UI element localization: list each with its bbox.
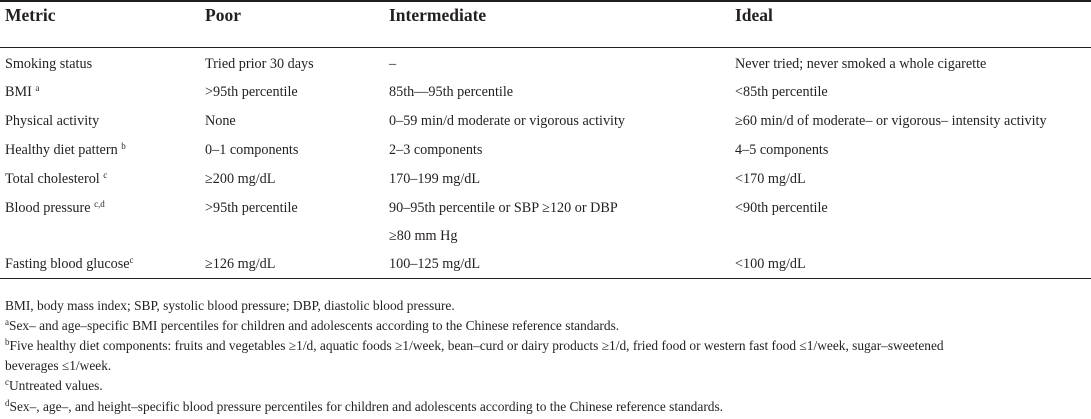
header-ideal: Ideal	[735, 5, 773, 25]
row-bp-metric: Blood pressure $^{c,d}$	[5, 199, 105, 216]
row-cholesterol-poor: ≥200 mg/dL	[205, 171, 276, 187]
footnote-abbreviations: BMI, body mass index; SBP, systolic blood pressure; DBP, diastolic blood pressure.	[5, 298, 455, 313]
row-glucose-metric: Fasting blood glucose$^c$	[5, 255, 134, 272]
row-activity-intermediate: 0–59 min/d moderate or vigorous activity	[389, 113, 626, 129]
row-glucose-intermediate: 100–125 mg/dL	[389, 256, 481, 272]
footnote-b: $^b$Five healthy diet components: fruits and vegetables ≥1/d, aquatic foods ≥1/week, bean–curd or dairy products ≥1/d, fried food or western fast food ≤1/week, sugar–sweetened	[5, 337, 944, 353]
row-bmi-ideal: <85th percentile	[735, 84, 828, 100]
row-bmi-intermediate: 85th—95th percentile	[389, 84, 514, 100]
footnote-a: $^a$Sex– and age–specific BMI percentiles for children and adolescents according to the Chinese reference standards.	[5, 317, 620, 333]
row-bp-ideal: <90th percentile	[735, 200, 828, 216]
row-diet-poor: 0–1 components	[205, 142, 299, 158]
footnote-d: $^d$Sex–, age–, and height–specific blood pressure percentiles for children and adolescents according to the Chinese reference standards.	[5, 398, 724, 414]
footnote-c: $^c$Untreated values.	[5, 377, 103, 393]
header-intermediate: Intermediate	[389, 5, 487, 25]
row-smoking-intermediate: –	[389, 56, 397, 72]
row-bmi-poor: >95th percentile	[205, 84, 298, 100]
table-top-rule	[0, 0, 1091, 2]
row-bmi-metric: BMI $^a$	[5, 83, 40, 100]
footnote-mark-cd: c,d	[94, 199, 105, 209]
row-bp-intermediate: 90–95th percentile or SBP ≥120 or DBP	[389, 200, 618, 216]
row-bp-intermediate-continued: ≥80 mm Hg	[389, 228, 458, 244]
table-bottom-rule	[0, 278, 1091, 279]
footnote-mark-a: a	[35, 83, 40, 93]
row-activity-metric: Physical activity	[5, 113, 100, 129]
row-cholesterol-intermediate: 170–199 mg/dL	[389, 171, 481, 187]
row-smoking-poor: Tried prior 30 days	[205, 56, 314, 72]
row-diet-metric: Healthy diet pattern $^b$	[5, 141, 126, 158]
footnote-mark-c: c	[103, 170, 108, 180]
footnote-mark-c2: c	[129, 255, 134, 265]
row-diet-ideal: 4–5 components	[735, 142, 829, 158]
row-diet-intermediate: 2–3 components	[389, 142, 483, 158]
table-header-rule	[0, 47, 1091, 48]
footnote-mark-b: b	[121, 141, 126, 151]
footnote-b-continued: beverages ≤1/week.	[5, 358, 112, 373]
row-cholesterol-ideal: <170 mg/dL	[735, 171, 806, 187]
row-smoking-metric: Smoking status	[5, 56, 93, 72]
row-smoking-ideal: Never tried; never smoked a whole cigarette	[735, 56, 987, 72]
row-bp-poor: >95th percentile	[205, 200, 298, 216]
row-glucose-ideal: <100 mg/dL	[735, 256, 806, 272]
row-activity-poor: None	[205, 113, 236, 129]
row-glucose-poor: ≥126 mg/dL	[205, 256, 276, 272]
row-activity-ideal: ≥60 min/d of moderate– or vigorous– intensity activity	[735, 113, 1047, 129]
header-poor: Poor	[205, 5, 241, 25]
header-metric: Metric	[5, 5, 56, 25]
row-cholesterol-metric: Total cholesterol $^c$	[5, 170, 108, 187]
